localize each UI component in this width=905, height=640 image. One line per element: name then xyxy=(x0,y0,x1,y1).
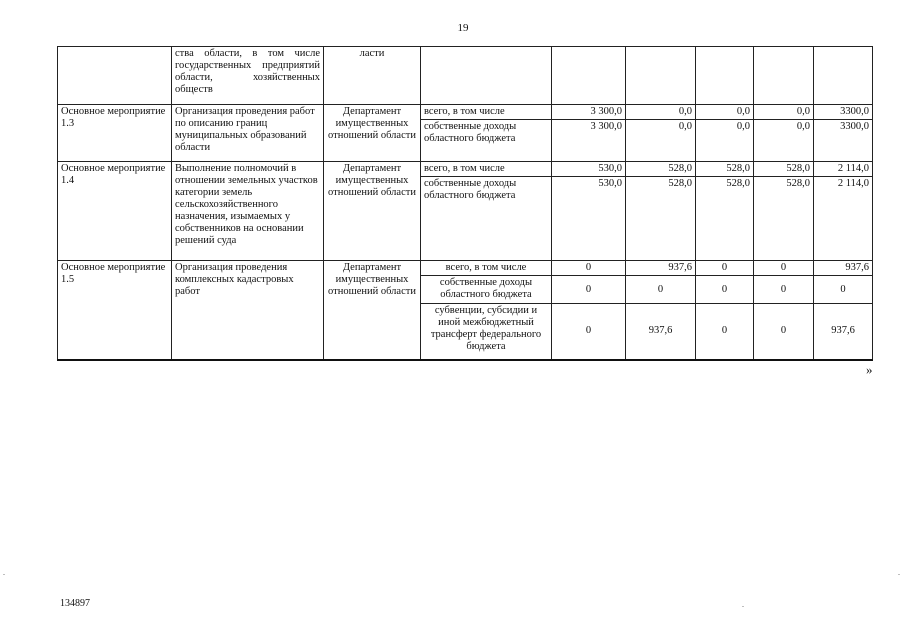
value-cell: 3300,0 xyxy=(814,120,873,162)
value-cell: 0 xyxy=(754,261,814,276)
scan-speck: . xyxy=(3,568,5,577)
responsible-cell: Департамент имущественных отношений области xyxy=(324,105,421,162)
value-cell: 0 xyxy=(626,276,696,304)
closing-quote-mark: » xyxy=(866,362,873,377)
value-cell xyxy=(626,47,696,105)
value-cell: 528,0 xyxy=(754,177,814,261)
value-cell: 0 xyxy=(754,304,814,360)
name-cell: Выполнение полномочий в отношении земельных участков категории земель сельскохозяйственного назначения, изымаемых у собственников на основании решений суда xyxy=(172,162,324,261)
source-cell xyxy=(421,47,552,105)
scan-speck: . xyxy=(898,568,900,577)
value-cell: 0,0 xyxy=(754,120,814,162)
value-cell: 528,0 xyxy=(626,162,696,177)
value-cell: 3 300,0 xyxy=(552,120,626,162)
scan-speck: . xyxy=(742,600,744,609)
value-cell: 0 xyxy=(552,276,626,304)
value-cell: 937,6 xyxy=(626,261,696,276)
value-cell: 2 114,0 xyxy=(814,177,873,261)
value-cell: 530,0 xyxy=(552,177,626,261)
value-cell: 0,0 xyxy=(696,120,754,162)
value-cell: 2 114,0 xyxy=(814,162,873,177)
value-cell: 937,6 xyxy=(626,304,696,360)
value-cell xyxy=(754,47,814,105)
value-cell xyxy=(814,47,873,105)
activity-cell: Основное мероприятие 1.4 xyxy=(58,162,172,261)
value-cell: 0,0 xyxy=(626,120,696,162)
source-cell: собственные доходы областного бюджета xyxy=(421,276,552,304)
source-cell: всего, в том числе xyxy=(421,105,552,120)
value-cell: 0 xyxy=(696,276,754,304)
value-cell: 0,0 xyxy=(754,105,814,120)
value-cell: 528,0 xyxy=(754,162,814,177)
value-cell: 0,0 xyxy=(696,105,754,120)
activity-cell: Основное мероприятие 1.5 xyxy=(58,261,172,360)
value-cell: 0 xyxy=(814,276,873,304)
budget-table xyxy=(57,46,873,361)
value-cell: 3 300,0 xyxy=(552,105,626,120)
table-row xyxy=(58,162,873,177)
value-cell: 528,0 xyxy=(696,177,754,261)
value-cell: 0 xyxy=(754,276,814,304)
value-cell: 0 xyxy=(696,261,754,276)
name-cell: ства области, в том числе государственных предприятий области, хозяйственных обществ xyxy=(172,47,324,105)
source-cell: собственные доходы областного бюджета xyxy=(421,120,552,162)
value-cell: 0 xyxy=(552,261,626,276)
table-row xyxy=(58,105,873,120)
value-cell: 0,0 xyxy=(626,105,696,120)
name-cell: Организация проведения работ по описанию границ муниципальных образований области xyxy=(172,105,324,162)
value-cell xyxy=(552,47,626,105)
activity-cell xyxy=(58,47,172,105)
value-cell: 937,6 xyxy=(814,304,873,360)
source-cell: субвенции, субсидии и иной межбюджетный трансферт федерального бюджета xyxy=(421,304,552,360)
value-cell xyxy=(696,47,754,105)
value-cell: 528,0 xyxy=(696,162,754,177)
document-number: 134897 xyxy=(60,598,90,609)
table-row xyxy=(58,261,873,276)
name-cell: Организация проведения комплексных кадастровых работ xyxy=(172,261,324,360)
value-cell: 3300,0 xyxy=(814,105,873,120)
value-cell: 528,0 xyxy=(626,177,696,261)
value-cell: 0 xyxy=(696,304,754,360)
value-cell: 530,0 xyxy=(552,162,626,177)
source-cell: всего, в том числе xyxy=(421,162,552,177)
source-cell: всего, в том числе xyxy=(421,261,552,276)
responsible-cell: Департамент имущественных отношений области xyxy=(324,162,421,261)
responsible-cell: ласти xyxy=(324,47,421,105)
source-cell: собственные доходы областного бюджета xyxy=(421,177,552,261)
activity-cell: Основное мероприятие 1.3 xyxy=(58,105,172,162)
page-number: 19 xyxy=(457,22,469,34)
table-row xyxy=(58,47,873,105)
value-cell: 937,6 xyxy=(814,261,873,276)
value-cell: 0 xyxy=(552,304,626,360)
responsible-cell: Департамент имущественных отношений области xyxy=(324,261,421,360)
